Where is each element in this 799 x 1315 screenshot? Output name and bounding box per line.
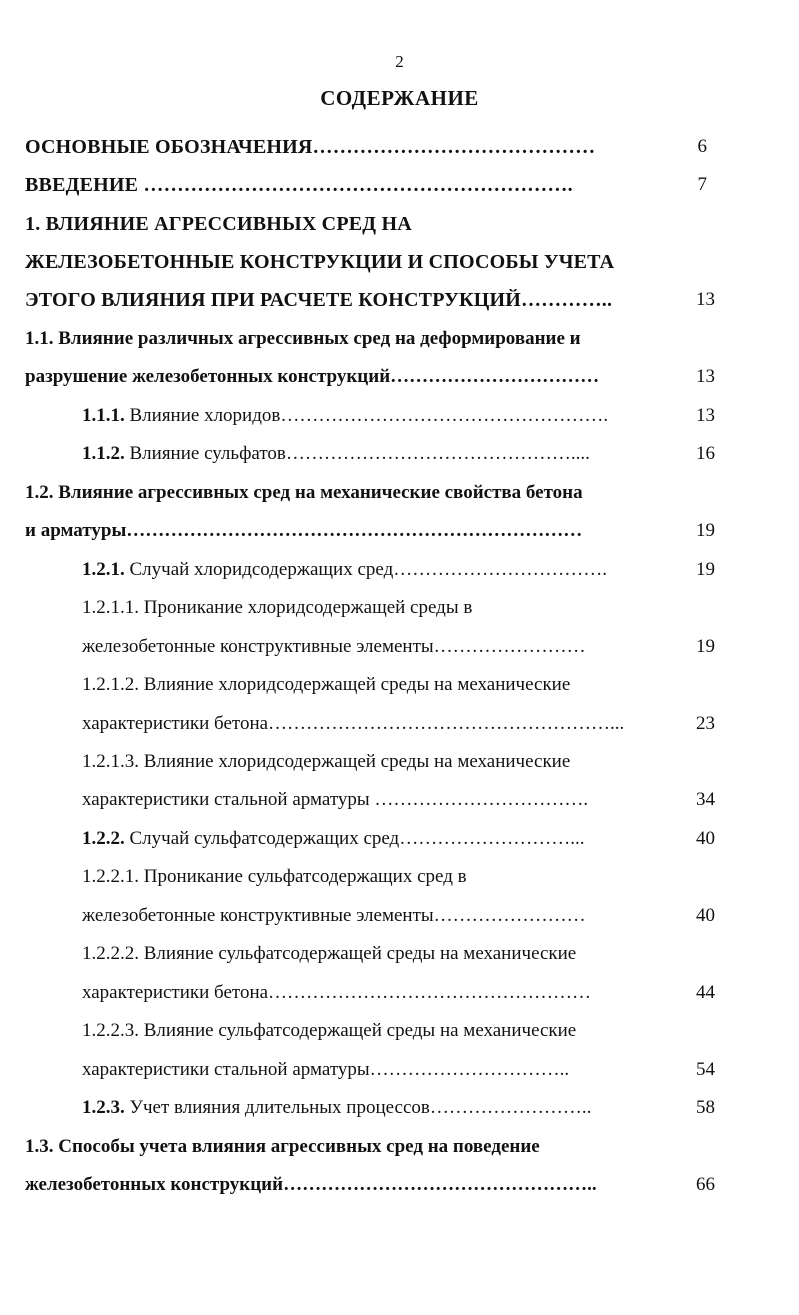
toc-line [82,636,715,666]
toc-entry-text: Влияние хлоридов……………………………………………. [124,405,609,426]
toc-line [82,405,715,435]
toc-page-number: 16 [696,443,715,464]
toc-entry-text: Случай хлоридсодержащих сред……………………………. [124,559,608,580]
toc-line [25,1174,715,1204]
toc-entry-title: характеристики бетона…………………………………………… [82,982,592,1003]
toc-entry-text: Случай сульфатсодержащих сред………………………... [124,828,585,849]
toc-line [25,328,715,358]
toc-line [25,289,715,319]
toc-entry-number: 1.2.2. [82,828,125,849]
toc-line [82,905,715,935]
toc-entry-title: 1.2.1.3. Влияние хлоридсодержащей среды на механические [82,751,571,772]
toc-page-number: 66 [696,1174,715,1195]
toc-page-number: 19 [696,520,715,541]
toc-entry-number: 1.1.2. [82,443,125,464]
toc-entry-text: Влияние сульфатов……………………………………….... [124,443,590,464]
toc-page-number: 6 [697,136,707,157]
toc-line [25,174,707,204]
toc-entry-number: 1.2.3. [82,1097,125,1118]
toc-page-number: 34 [696,789,715,810]
toc-entry-title: 1.2.1.1. Проникание хлоридсодержащей среды в [82,597,473,618]
toc-page-number: 40 [696,905,715,926]
toc-page-number: 40 [696,828,715,849]
toc-entry-title: ЖЕЛЕЗОБЕТОННЫЕ КОНСТРУКЦИИ И СПОСОБЫ УЧЕТА [25,251,615,273]
toc-line [82,751,715,781]
toc-page-number: 23 [696,713,715,734]
toc-entry-title: 1.3. Способы учета влияния агрессивных сред на поведение [25,1136,540,1157]
toc-line [82,982,715,1012]
toc-entry-title: разрушение железобетонных конструкций…………………………… [25,366,600,387]
toc-entry-title [82,443,675,465]
toc-line [25,251,707,281]
toc-entry-title [82,1097,675,1119]
toc-page-number: 13 [696,405,715,426]
toc-entry-title: 1.2.2.3. Влияние сульфатсодержащей среды на механические [82,1020,577,1041]
toc-entry-number: 1.1.1. [82,405,125,426]
toc-page-number: 19 [696,559,715,580]
toc-entry-title: 1. ВЛИЯНИЕ АГРЕССИВНЫХ СРЕД НА [25,213,412,235]
toc-line [82,1097,715,1127]
toc-line [25,520,715,550]
toc-entry-title: 1.2.2.1. Проникание сульфатсодержащих сред в [82,866,467,887]
toc-page-number: 54 [696,1059,715,1080]
toc-line [82,713,715,743]
toc-line [82,1059,715,1089]
toc-line [82,789,715,819]
toc-entry-number: 1.2.1. [82,559,125,580]
toc-entry-title: ОСНОВНЫЕ ОБОЗНАЧЕНИЯ…………………………………… [25,136,596,158]
toc-page-number: 19 [696,636,715,657]
toc-entry-title: характеристики бетона………………………………………………... [82,713,625,734]
toc-page-number: 44 [696,982,715,1003]
toc-line [25,1136,715,1166]
toc-page-number: 13 [696,289,715,310]
toc-line [82,828,715,858]
toc-line [82,597,715,627]
toc-entry-title: 1.2. Влияние агрессивных сред на механические свойства бетона [25,482,583,503]
toc-line [82,866,715,896]
toc-entry-title: ВВЕДЕНИЕ ………………………………………………………. [25,174,573,196]
toc-entry-title: характеристики стальной арматуры ……………………………. [82,789,589,810]
toc-line [82,1020,715,1050]
toc-line [82,943,715,973]
toc-line [25,136,707,166]
toc-line [25,213,707,243]
toc-entry-title: железобетонных конструкций………………………………………….. [25,1174,597,1195]
toc-entry-title [82,559,675,581]
toc-entry-title: 1.2.1.2. Влияние хлоридсодержащей среды на механические [82,674,571,695]
page-number: 2 [395,52,404,71]
toc-entry-title [82,405,675,427]
toc-entry-title: железобетонные конструктивные элементы…………………… [82,905,586,926]
toc-page-number: 7 [697,174,707,195]
toc-entry-title: и арматуры……………………………………………………………… [25,520,583,541]
toc-entry-title: ЭТОГО ВЛИЯНИЯ ПРИ РАСЧЕТЕ КОНСТРУКЦИЙ………….. [25,289,613,311]
toc-line [82,443,715,473]
toc-line [82,674,715,704]
toc-entry-title: железобетонные конструктивные элементы…………………… [82,636,586,657]
toc-page-number: 13 [696,366,715,387]
toc-line [25,482,715,512]
toc-page-number: 58 [696,1097,715,1118]
toc-entry-title [82,828,675,850]
toc-entry-title: характеристики стальной арматуры………………………….. [82,1059,570,1080]
toc-entry-title: 1.1. Влияние различных агрессивных сред на деформирование и [25,328,581,349]
page-title: СОДЕРЖАНИЕ [320,86,479,110]
toc-entry-title: 1.2.2.2. Влияние сульфатсодержащей среды на механические [82,943,577,964]
toc-entry-text: Учет влияния длительных процессов…………………….. [124,1097,592,1118]
toc-line [25,366,715,396]
toc-line [82,559,715,589]
